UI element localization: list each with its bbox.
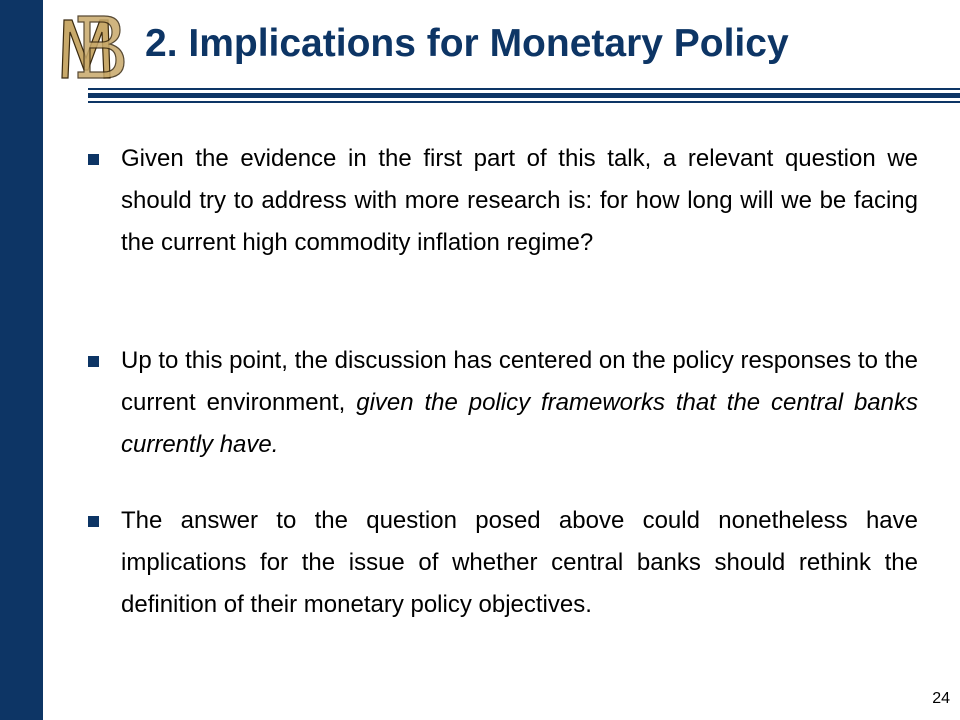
- title-rule-top: [88, 88, 960, 90]
- bm-monogram-logo: [58, 12, 130, 84]
- bullet-text-2-italic: given the policy frameworks that the central banks currently have.: [121, 389, 919, 458]
- square-bullet-icon: [88, 516, 99, 527]
- bullet-text-2-plain: Up to this point, the discussion has centered on the policy responses to the current environment,: [121, 347, 918, 416]
- slide-title: 2. Implications for Monetary Policy: [145, 22, 789, 65]
- left-accent-bar: [0, 0, 43, 720]
- bullet-text-2: [121, 340, 918, 466]
- bullet-item-1: [88, 138, 918, 264]
- square-bullet-icon: [88, 356, 99, 367]
- bullet-text-1: Given the evidence in the first part of this talk, a relevant question we should try to address with more research is: for how long will we be facing the current high commodity inflation regime?: [121, 145, 918, 256]
- title-rule-main: [88, 93, 960, 98]
- page-number: 24: [932, 690, 950, 707]
- bullet-text-3: The answer to the question posed above could nonetheless have implications for the issue of whether central banks should rethink the definition of their monetary policy objectives.: [121, 507, 918, 618]
- square-bullet-icon: [88, 154, 99, 165]
- title-rule-bottom: [88, 101, 960, 103]
- bullet-item-2: [88, 340, 918, 466]
- bullet-item-3: [88, 500, 918, 626]
